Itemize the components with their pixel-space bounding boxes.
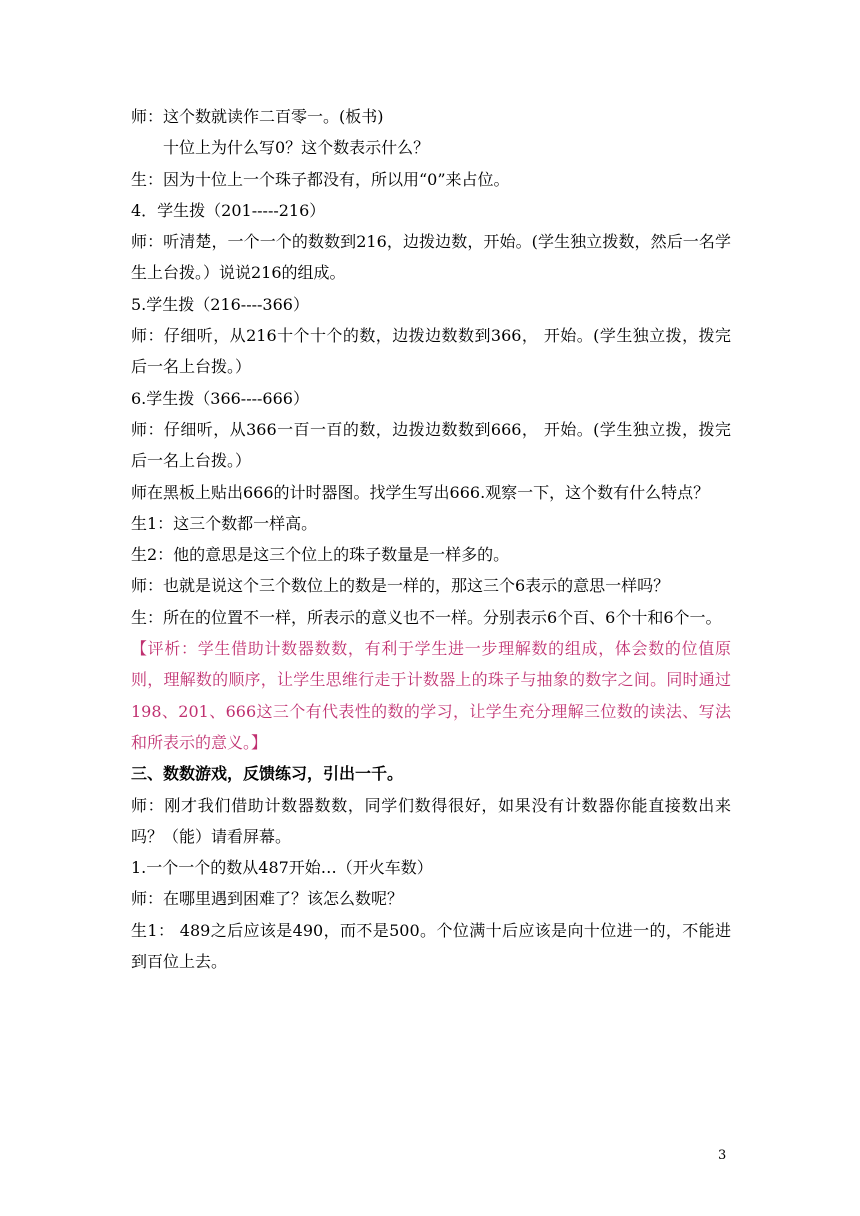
paragraph-teacher-screen: 师：刚才我们借助计数器数数，同学们数得很好，如果没有计数器你能直接数出来吗？（能）请看屏幕。 bbox=[131, 795, 731, 846]
paragraph-question-tens: 十位上为什么写0？这个数表示什么？ bbox=[163, 138, 430, 158]
paragraph-student-1: 生1：这三个数都一样高。 bbox=[131, 513, 318, 533]
paragraph-step-4: 4．学生拨（201-----216） bbox=[131, 200, 326, 220]
paragraph-student-answer: 生：所在的位置不一样，所表示的意义也不一样。分别表示6个百、6个十和6个一。 bbox=[131, 607, 722, 627]
paragraph-teacher-reads: 师：这个数就读作二百零一。(板书) bbox=[131, 107, 384, 126]
paragraph-teacher-count-216: 师：听清楚，一个一个的数数到216，边拨边数，开始。(学生独立拨数，然后一名学生上台拨。）说说216的组成。 bbox=[131, 232, 731, 283]
paragraph-teacher-three-sixes: 师：也就是说这个三个数位上的数是一样的，那这三个6表示的意思一样吗？ bbox=[131, 576, 670, 596]
paragraph-student-2: 生2：他的意思是这三个位上的珠子数量是一样多的。 bbox=[131, 545, 510, 565]
commentary-block: 【评析：学生借助计数器数数，有利于学生进一步理解数的组成，体会数的位值原则，理解数的顺序，让学生思维行走于计数器上的珠子与抽象的数字之间。同时通过198、201、666这三个有代表性的数的学习，让学生充分理解三位数的读法、写法和所表示的意义。】 bbox=[131, 639, 731, 752]
paragraph-student-1-answer: 生1： 489之后应该是490，而不是500。个位满十后应该是向十位进一的，不能进到百位上去。 bbox=[131, 920, 731, 972]
document-body bbox=[131, 101, 731, 977]
paragraph-teacher-difficulty: 师：在哪里遇到困难了？该怎么数呢？ bbox=[131, 889, 404, 909]
paragraph-step-5: 5.学生拨（216----366） bbox=[131, 294, 309, 314]
paragraph-student-placeholder: 生：因为十位上一个珠子都没有，所以用“0”来占位。 bbox=[131, 169, 510, 189]
page-number: 3 bbox=[718, 1148, 727, 1163]
paragraph-step-1-count: 1.一个一个的数从487开始…（开火车数） bbox=[131, 858, 433, 878]
paragraph-teacher-count-666: 师：仔细听，从366一百一百的数，边拨边数数到666， 开始。(学生独立拨，拨完后一名上台拨。） bbox=[131, 419, 731, 471]
paragraph-step-6: 6.学生拨（366----666） bbox=[131, 388, 309, 408]
paragraph-teacher-count-366: 师：仔细听，从216十个十个的数，边拨边数数到366， 开始。(学生独立拨，拨完后一名上台拨。） bbox=[131, 326, 731, 377]
paragraph-blackboard-666: 师在黑板上贴出666的计时器图。找学生写出666.观察一下，这个数有什么特点？ bbox=[131, 482, 710, 502]
section-heading: 三、数数游戏，反馈练习，引出一千。 bbox=[131, 764, 404, 784]
